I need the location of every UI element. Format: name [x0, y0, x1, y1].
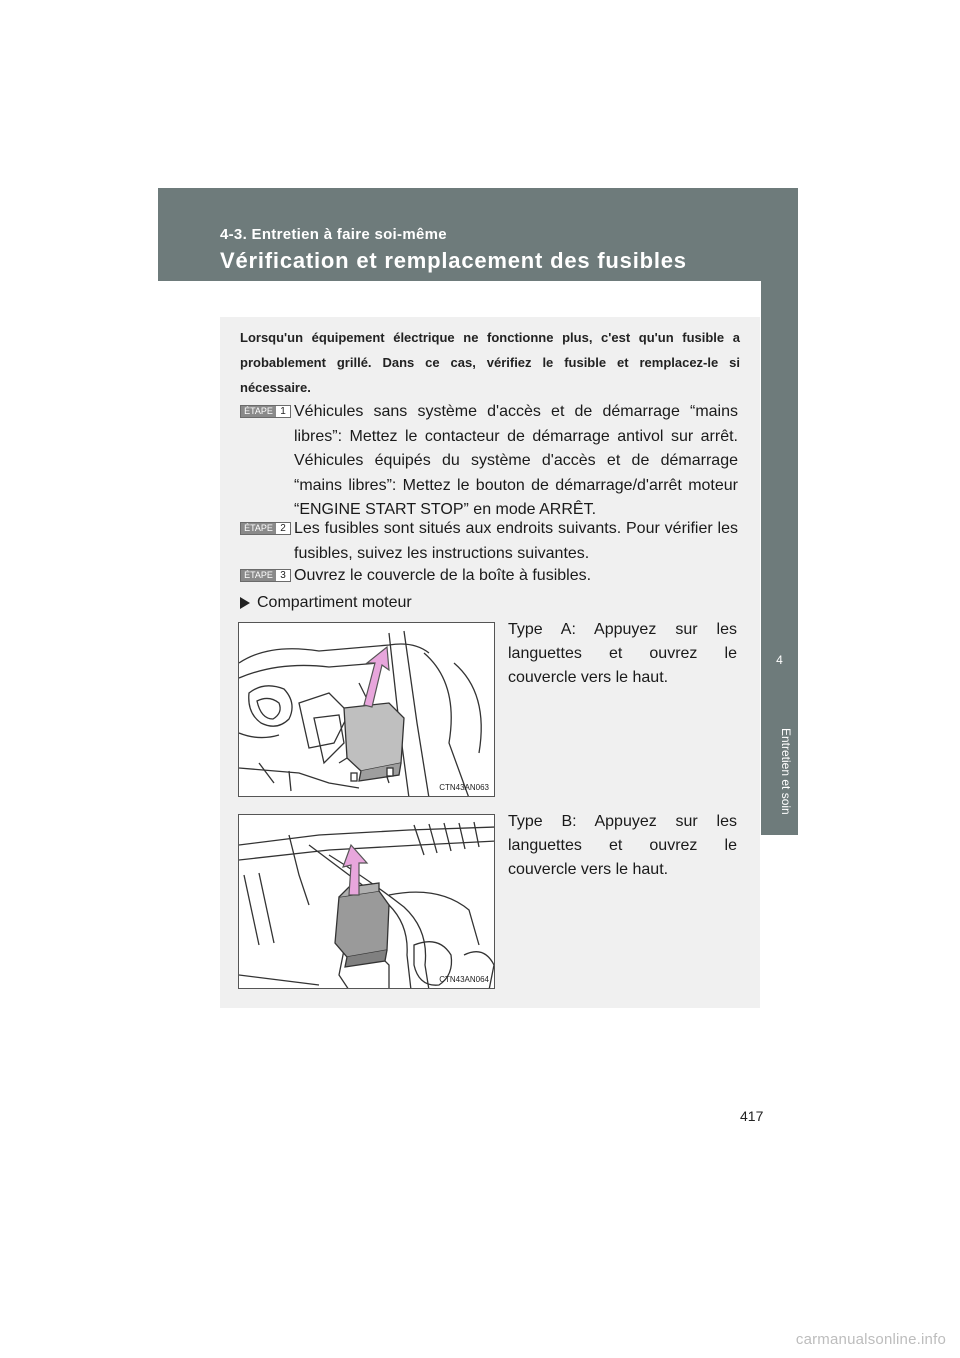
- section-label: 4-3. Entretien à faire soi-même: [220, 226, 447, 243]
- step-number: 3: [280, 570, 286, 581]
- page-number: 417: [740, 1108, 764, 1124]
- step-badge-2: [240, 522, 291, 535]
- engine-bay-illustration-type-b: [238, 814, 495, 989]
- step-text-3: Ouvrez le couvercle de la boîte à fusibles.: [294, 567, 592, 584]
- chapter-header: [158, 188, 798, 281]
- subheading: [240, 591, 412, 615]
- step-number: 1: [280, 406, 286, 417]
- triangle-bullet-icon: [240, 597, 250, 609]
- content-panel: [220, 317, 760, 1008]
- step-badge-3: [240, 569, 291, 582]
- watermark: carmanualsonline.info: [795, 1331, 946, 1348]
- chapter-label: Entretien et soin: [779, 728, 793, 815]
- figure-code: CTN43AN064: [439, 975, 489, 984]
- subheading-text: Compartiment moteur: [257, 594, 412, 611]
- figure-caption-type-b: Type B: Appuyez sur les languettes et ouvrez le couvercle vers le haut.: [508, 813, 737, 878]
- chapter-side-tab: [761, 281, 798, 835]
- engine-bay-illustration-type-a: [238, 622, 495, 797]
- step-badge-1: [240, 405, 291, 418]
- arrow-up-icon: [364, 647, 389, 707]
- step-number: 2: [280, 523, 286, 534]
- step-word: ÉTAPE: [241, 570, 276, 581]
- figure-caption-type-a: Type A: Appuyez sur les languettes et ouvrez le couvercle vers le haut.: [508, 621, 737, 686]
- engine-bay-drawing: [239, 815, 495, 989]
- step-word: ÉTAPE: [241, 406, 276, 417]
- step-text-1: Véhicules sans système d'accès et de démarrage “mains libres”: Mettez le contacteur de démarrage antivol sur arrêt. Véhicules équipés du système d'accès et de démarrage “mains libres”: Mettez le bouton de démarrage/d'arrêt moteur “ENGINE START STOP” en mode ARRÊT.: [294, 403, 738, 518]
- intro-paragraph: Lorsqu'un équipement électrique ne fonctionne plus, c'est qu'un fusible a probablement grillé. Dans ce cas, vérifiez le fusible et remplacez-le si nécessaire.: [240, 330, 740, 395]
- page-title: Vérification et remplacement des fusibles: [220, 248, 687, 273]
- chapter-number: 4: [776, 653, 783, 667]
- figure-code: CTN43AN063: [439, 783, 489, 792]
- step-word: ÉTAPE: [241, 523, 276, 534]
- engine-bay-drawing: [239, 623, 495, 797]
- step-text-2: Les fusibles sont situés aux endroits suivants. Pour vérifier les fusibles, suivez les instructions suivantes.: [294, 520, 738, 562]
